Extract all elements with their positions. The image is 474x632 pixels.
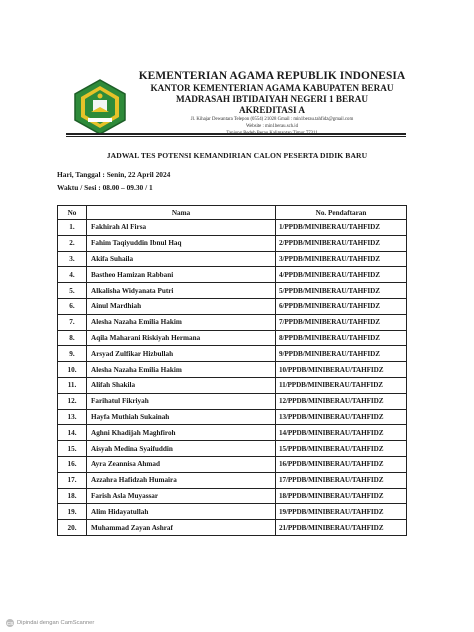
- table-row: [58, 346, 407, 362]
- document-title: JADWAL TES POTENSI KEMANDIRIAN CALON PESERTA DIDIK BARU: [106, 151, 368, 160]
- letterhead-rule-thin: [66, 136, 406, 137]
- session-line: Waktu / Sesi : 08.00 – 09.30 / 1: [57, 183, 153, 192]
- registration-number: 11/PPDB/MINIBERAU/TAHFIDZ: [276, 377, 407, 393]
- row-number: 2.: [58, 235, 87, 251]
- registration-number: 14/PPDB/MINIBERAU/TAHFIDZ: [276, 425, 407, 441]
- row-number: 12.: [58, 393, 87, 409]
- table-row: [58, 251, 407, 267]
- table-row: [58, 362, 407, 378]
- row-number: 18.: [58, 488, 87, 504]
- table-row: [58, 488, 407, 504]
- row-number: 16.: [58, 456, 87, 472]
- registration-number: 5/PPDB/MINIBERAU/TAHFIDZ: [276, 283, 407, 299]
- student-name: Fakhirah Al Firsa: [87, 220, 276, 236]
- address-line-1: Jl. Kihajar Dewantara Telepon (0554) 21028 Gmail : min1berau.tahfidz@gmail.com: [190, 117, 354, 122]
- row-number: 4.: [58, 267, 87, 283]
- student-name: Ayra Zeannisa Ahmad: [87, 456, 276, 472]
- student-name: Alesha Nazaha Emilia Hakim: [87, 362, 276, 378]
- letterhead: [132, 70, 412, 138]
- office-name: KANTOR KEMENTERIAN AGAMA KABUPATEN BERAU: [150, 83, 394, 93]
- registration-number: 16/PPDB/MINIBERAU/TAHFIDZ: [276, 456, 407, 472]
- row-number: 3.: [58, 251, 87, 267]
- table-row: [58, 409, 407, 425]
- table-row: [58, 235, 407, 251]
- row-number: 20.: [58, 520, 87, 536]
- student-name: Akifa Suhaila: [87, 251, 276, 267]
- row-number: 13.: [58, 409, 87, 425]
- table-row: [58, 267, 407, 283]
- header-registration: No. Pendaftaran: [276, 206, 407, 220]
- table-header-row: [58, 206, 407, 220]
- table-row: [58, 520, 407, 536]
- student-name: Azzahra Hafidzah Humaira: [87, 472, 276, 488]
- ministry-name: KEMENTERIAN AGAMA REPUBLIK INDONESIA: [138, 70, 406, 82]
- table-row: [58, 504, 407, 520]
- row-number: 8.: [58, 330, 87, 346]
- camscanner-watermark: [6, 619, 94, 627]
- row-number: 6.: [58, 298, 87, 314]
- table-row: [58, 393, 407, 409]
- registration-number: 18/PPDB/MINIBERAU/TAHFIDZ: [276, 488, 407, 504]
- student-name: Alim Hidayatullah: [87, 504, 276, 520]
- accreditation: AKREDITASI A: [239, 105, 305, 115]
- student-name: Alkalisha Widyanata Putri: [87, 283, 276, 299]
- row-number: 17.: [58, 472, 87, 488]
- camscanner-logo-icon: CS: [6, 620, 14, 626]
- registration-number: 1/PPDB/MINIBERAU/TAHFIDZ: [276, 220, 407, 236]
- student-name: Alesha Nazaha Emilia Hakim: [87, 314, 276, 330]
- table-row: [58, 425, 407, 441]
- student-name: Hayfa Muthiah Sukainah: [87, 409, 276, 425]
- row-number: 10.: [58, 362, 87, 378]
- student-name: Aghni Khadijah Maghfiroh: [87, 425, 276, 441]
- registration-number: 2/PPDB/MINIBERAU/TAHFIDZ: [276, 235, 407, 251]
- registration-number: 7/PPDB/MINIBERAU/TAHFIDZ: [276, 314, 407, 330]
- table-row: [58, 330, 407, 346]
- school-name: MADRASAH IBTIDAIYAH NEGERI 1 BERAU: [175, 94, 369, 104]
- registration-number: 6/PPDB/MINIBERAU/TAHFIDZ: [276, 298, 407, 314]
- row-number: 1.: [58, 220, 87, 236]
- table-row: [58, 220, 407, 236]
- schedule-table: [57, 205, 407, 536]
- student-name: Muhammad Zayan Ashraf: [87, 520, 276, 536]
- table-row: [58, 298, 407, 314]
- table-row: [58, 441, 407, 457]
- camscanner-text: Dipindai dengan CamScanner: [17, 620, 95, 626]
- table-row: [58, 314, 407, 330]
- row-number: 5.: [58, 283, 87, 299]
- table-row: [58, 472, 407, 488]
- date-line: Hari, Tanggal : Senin, 22 April 2024: [57, 170, 171, 179]
- student-name: Ainul Mardhiah: [87, 298, 276, 314]
- row-number: 11.: [58, 377, 87, 393]
- student-name: Aqila Maharani Riskiyah Hermana: [87, 330, 276, 346]
- registration-number: 21/PPDB/MINIBERAU/TAHFIDZ: [276, 520, 407, 536]
- registration-number: 9/PPDB/MINIBERAU/TAHFIDZ: [276, 346, 407, 362]
- student-name: Fahim Taqiyuddin Ibnul Haq: [87, 235, 276, 251]
- student-name: Arsyad Zulfikar Hizbullah: [87, 346, 276, 362]
- row-number: 15.: [58, 441, 87, 457]
- row-number: 7.: [58, 314, 87, 330]
- table-body: [58, 220, 407, 536]
- registration-number: 13/PPDB/MINIBERAU/TAHFIDZ: [276, 409, 407, 425]
- student-name: Farish Asla Muyassar: [87, 488, 276, 504]
- table-row: [58, 377, 407, 393]
- row-number: 9.: [58, 346, 87, 362]
- registration-number: 4/PPDB/MINIBERAU/TAHFIDZ: [276, 267, 407, 283]
- student-name: Alifah Shakila: [87, 377, 276, 393]
- row-number: 19.: [58, 504, 87, 520]
- student-name: Farihatul Fikriyah: [87, 393, 276, 409]
- table-row: [58, 456, 407, 472]
- header-no: No: [58, 206, 87, 220]
- letterhead-rule-thick: [66, 133, 406, 135]
- table-row: [58, 283, 407, 299]
- registration-number: 8/PPDB/MINIBERAU/TAHFIDZ: [276, 330, 407, 346]
- header-nama: Nama: [87, 206, 276, 220]
- row-number: 14.: [58, 425, 87, 441]
- student-name: Bastheo Hamizan Rabbani: [87, 267, 276, 283]
- registration-number: 10/PPDB/MINIBERAU/TAHFIDZ: [276, 362, 407, 378]
- registration-number: 19/PPDB/MINIBERAU/TAHFIDZ: [276, 504, 407, 520]
- registration-number: 17/PPDB/MINIBERAU/TAHFIDZ: [276, 472, 407, 488]
- registration-number: 15/PPDB/MINIBERAU/TAHFIDZ: [276, 441, 407, 457]
- registration-number: 12/PPDB/MINIBERAU/TAHFIDZ: [276, 393, 407, 409]
- address-line-2: Website : min1berau.sch.id: [245, 124, 299, 130]
- student-name: Aisyah Medina Syaifuddin: [87, 441, 276, 457]
- registration-number: 3/PPDB/MINIBERAU/TAHFIDZ: [276, 251, 407, 267]
- kemenag-emblem-icon: [71, 78, 129, 136]
